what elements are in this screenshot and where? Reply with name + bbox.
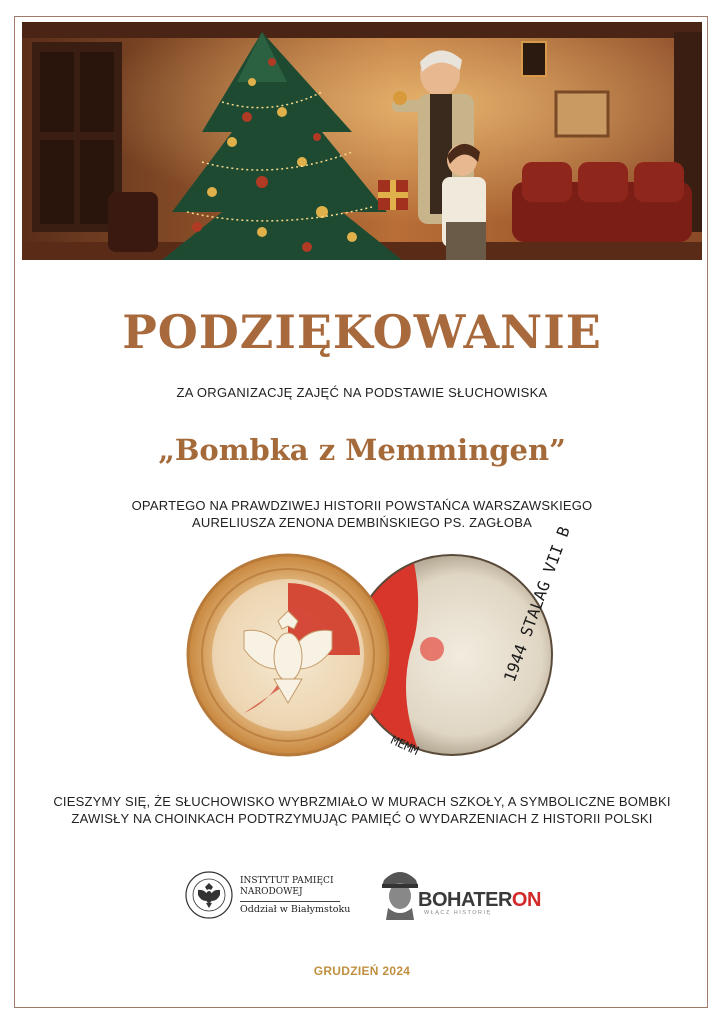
ornaments-image bbox=[184, 523, 574, 759]
bohateron-logo bbox=[380, 862, 541, 922]
closing-text bbox=[0, 793, 724, 827]
ornament-inscription: 1944 STALAG VII B bbox=[499, 523, 574, 685]
ipn-line-2: NARODOWEJ bbox=[240, 887, 303, 897]
christmas-illustration bbox=[22, 22, 702, 260]
ornament-edge-inscription: MEMM bbox=[388, 733, 421, 758]
bohateron-tagline: WŁĄCZ HISTORIĘ bbox=[424, 910, 492, 916]
certificate-title: PODZIĘKOWANIE bbox=[122, 305, 602, 359]
soldier-helmet-icon bbox=[380, 862, 420, 920]
ornament-left bbox=[188, 555, 388, 755]
ipn-logo bbox=[184, 870, 354, 924]
certificate-date: GRUDZIEŃ 2024 bbox=[313, 964, 411, 978]
ipn-line-1: INSTYTUT PAMIĘCI bbox=[240, 876, 334, 886]
audio-play-title: „Bombka z Memmingen” bbox=[158, 433, 566, 467]
bohateron-wordmark: BOHATERON bbox=[418, 889, 541, 911]
closing-line-1: CIESZYMY SIĘ, ŻE SŁUCHOWISKO WYBRZMIAŁO W MURACH SZKOŁY, A SYMBOLICZNE BOMBKI bbox=[53, 794, 671, 809]
ipn-branch: Oddział w Białymstoku bbox=[240, 904, 351, 915]
ipn-seal-icon bbox=[184, 870, 234, 920]
closing-line-2: ZAWISŁY NA CHOINKACH PODTRZYMUJĄC PAMIĘĆ O WYDARZENIACH Z HISTORII POLSKI bbox=[71, 811, 653, 826]
based-on-line-1: OPARTEGO NA PRAWDZIWEJ HISTORII POWSTAŃCA WARSZAWSKIEGO bbox=[131, 498, 593, 513]
certificate-subtitle: ZA ORGANIZACJĘ ZAJĘĆ NA PODSTAWIE SŁUCHOWISKA bbox=[176, 385, 548, 400]
based-on-text bbox=[0, 497, 724, 531]
based-on-line-2: AURELIUSZA ZENONA DEMBIŃSKIEGO PS. ZAGŁOBA bbox=[192, 515, 532, 530]
